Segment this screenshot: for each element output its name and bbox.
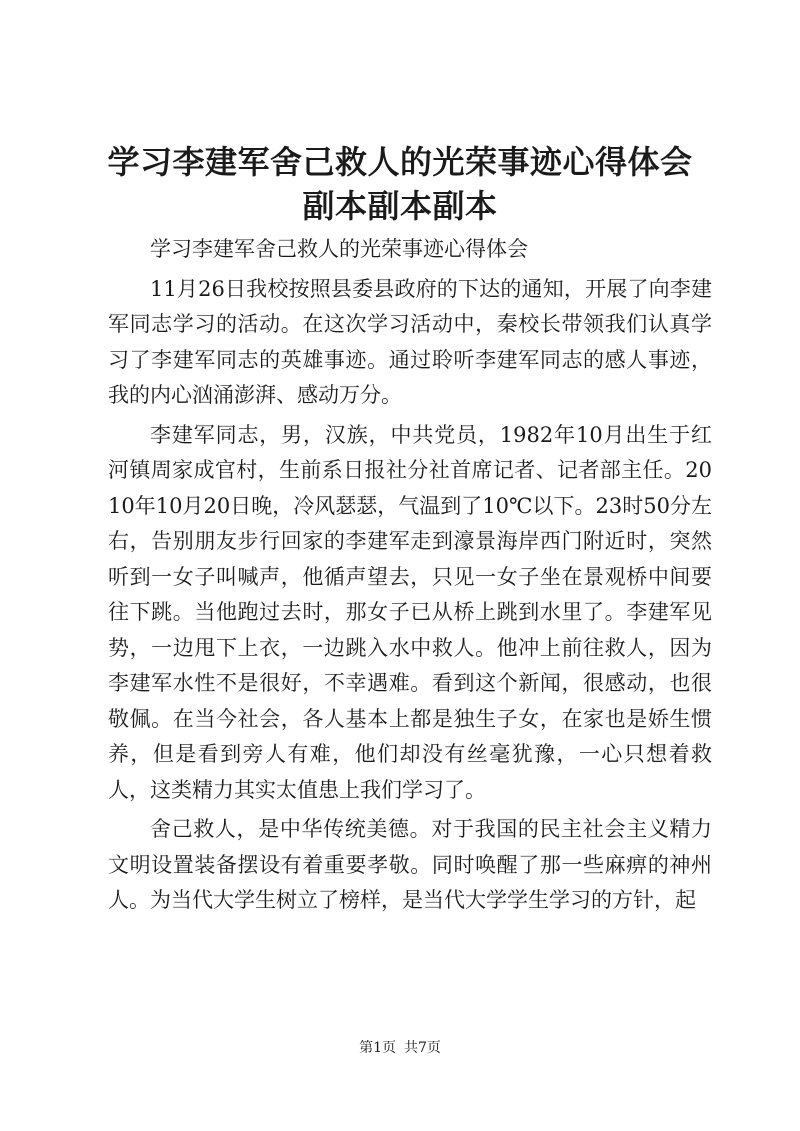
paragraph-2: 李建军同志，男，汉族，中共党员，1982年10月出生于红河镇周家成官村，生前系日报社分社首席记者、记者部主任。2010年10月20日晚，冷风瑟瑟，气温到了10℃以下。23时50分左右，告别朋友步行回家的李建军走到濠景海岸西门附近时，突然听到一女子叫喊声，他循声望去，只见一女子坐在景观桥中间要往下跳。当他跑过去时，那女子已从桥上跳到水里了。李建军见势，一边甩下上衣，一边跳入水中救人。他冲上前往救人，因为李建军水性不是很好，不幸遇难。看到这个新闻，很感动，也很敬佩。在当今社会，各人基本上都是独生子女，在家也是娇生惯养，但是看到旁人有难，他们却没有丝毫犹豫，一心只想着救人，这类精力其实太值患上我们学习了。	[108, 422, 712, 802]
page-footer	[0, 1038, 800, 1058]
document-body	[108, 232, 712, 923]
document-title: 学习李建军舍己救人的光荣事迹心得体会副本副本副本	[107, 143, 693, 225]
page-number: 第1页	[359, 1040, 396, 1056]
page-total: 共7页	[404, 1040, 441, 1056]
paragraph-3: 舍己救人，是中华传统美德。对于我国的民主社会主义精力文明设置装备摆设有着重要孝敬。同时唤醒了那一些麻痹的神州人。为当代大学生树立了榜样，是当代大学学生学习的方针，起	[108, 817, 712, 912]
paragraph-1: 11月26日我校按照县委县政府的下达的通知，开展了向李建军同志学习的活动。在这次学习活动中，秦校长带领我们认真学习了李建军同志的英雄事迹。通过聆听李建军同志的感人事迹，我的内心汹涌澎湃、感动万分。	[108, 276, 712, 407]
document-subtitle: 学习李建军舍己救人的光荣事迹心得体会	[150, 237, 528, 261]
